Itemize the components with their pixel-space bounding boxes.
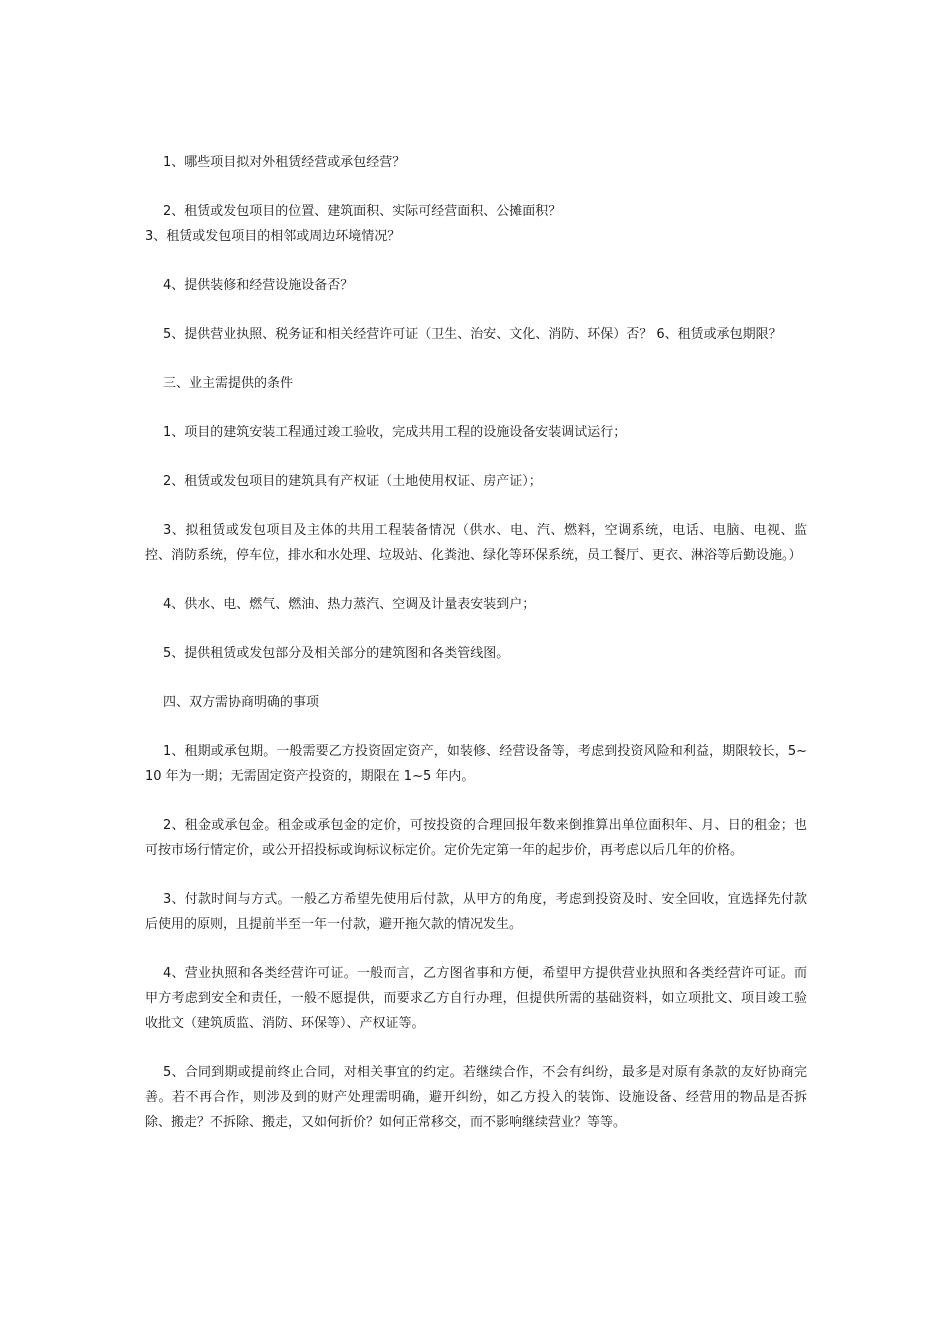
paragraph-q1: 1、哪些项目拟对外租赁经营或承包经营？ (163, 155, 406, 170)
section-heading-4: 四、双方需协商明确的事项 (163, 695, 320, 710)
paragraph-q2: 2、租赁或发包项目的位置、建筑面积、实际可经营面积、公摊面积？ (163, 204, 562, 219)
paragraph-q5-q6: 5、提供营业执照、税务证和相关经营许可证（卫生、治安、文化、消防、环保）否？ 6、租赁或承包期限？ (163, 327, 782, 342)
document-page (145, 150, 807, 1159)
paragraph-s4-item1: 1、租期或承包期。一般需要乙方投资固定资产，如装修、经营设备等，考虑到投资风险和利益，期限较长，5~10 年为一期；无需固定资产投资的，期限在 1~5 年内。 (145, 744, 807, 784)
paragraph-s4-item2: 2、租金或承包金。租金或承包金的定价，可按投资的合理回报年数来倒推算出单位面积年、月、日的租金；也可按市场行情定价，或公开招投标或询标议标定价。定价先定第一年的起步价，再考虑以后几年的价格。 (145, 818, 807, 858)
paragraph-s3-item3: 3、拟租赁或发包项目及主体的共用工程装备情况（供水、电、汽、燃料，空调系统，电话、电脑、电视、监控、消防系统，停车位，排水和水处理、垃圾站、化粪池、绿化等环保系统，员工餐厅、更衣、淋浴等后勤设施。） (145, 523, 807, 563)
paragraph-s3-item4: 4、供水、电、燃气、燃油、热力蒸汽、空调及计量表安装到户； (163, 597, 536, 612)
paragraph-s3-item2: 2、租赁或发包项目的建筑具有产权证（土地使用权证、房产证）； (163, 474, 542, 489)
section-heading-3: 三、业主需提供的条件 (163, 376, 294, 391)
paragraph-s3-item1: 1、项目的建筑安装工程通过竣工验收，完成共用工程的设施设备安装调试运行； (163, 425, 627, 440)
paragraph-q3: 3、租赁或发包项目的相邻或周边环境情况？ (145, 229, 401, 244)
paragraph-s4-item5: 5、合同到期或提前终止合同，对相关事宜的约定。若继续合作，不会有纠纷，最多是对原有条款的友好协商完善。若不再合作，则涉及到的财产处理需明确，避开纠纷，如乙方投入的装饰、设施设备、经营用的物品是否拆除、搬走？不拆除、搬走，又如何折价？如何正常移交，而不影响继续营业？等等。 (145, 1065, 807, 1130)
paragraph-s4-item4: 4、营业执照和各类经营许可证。一般而言，乙方图省事和方便，希望甲方提供营业执照和各类经营许可证。而甲方考虑到安全和责任，一般不愿提供，而要求乙方自行办理，但提供所需的基础资料，如立项批文、项目竣工验收批文（建筑质监、消防、环保等）、产权证等。 (145, 966, 807, 1031)
paragraph-q4: 4、提供装修和经营设施设备否？ (163, 278, 354, 293)
paragraph-s4-item3: 3、付款时间与方式。一般乙方希望先使用后付款，从甲方的角度，考虑到投资及时、安全回收，宜选择先付款后使用的原则，且提前半至一年一付款，避开拖欠款的情况发生。 (145, 892, 807, 932)
paragraph-s3-item5: 5、提供租赁或发包部分及相关部分的建筑图和各类管线图。 (163, 646, 510, 661)
